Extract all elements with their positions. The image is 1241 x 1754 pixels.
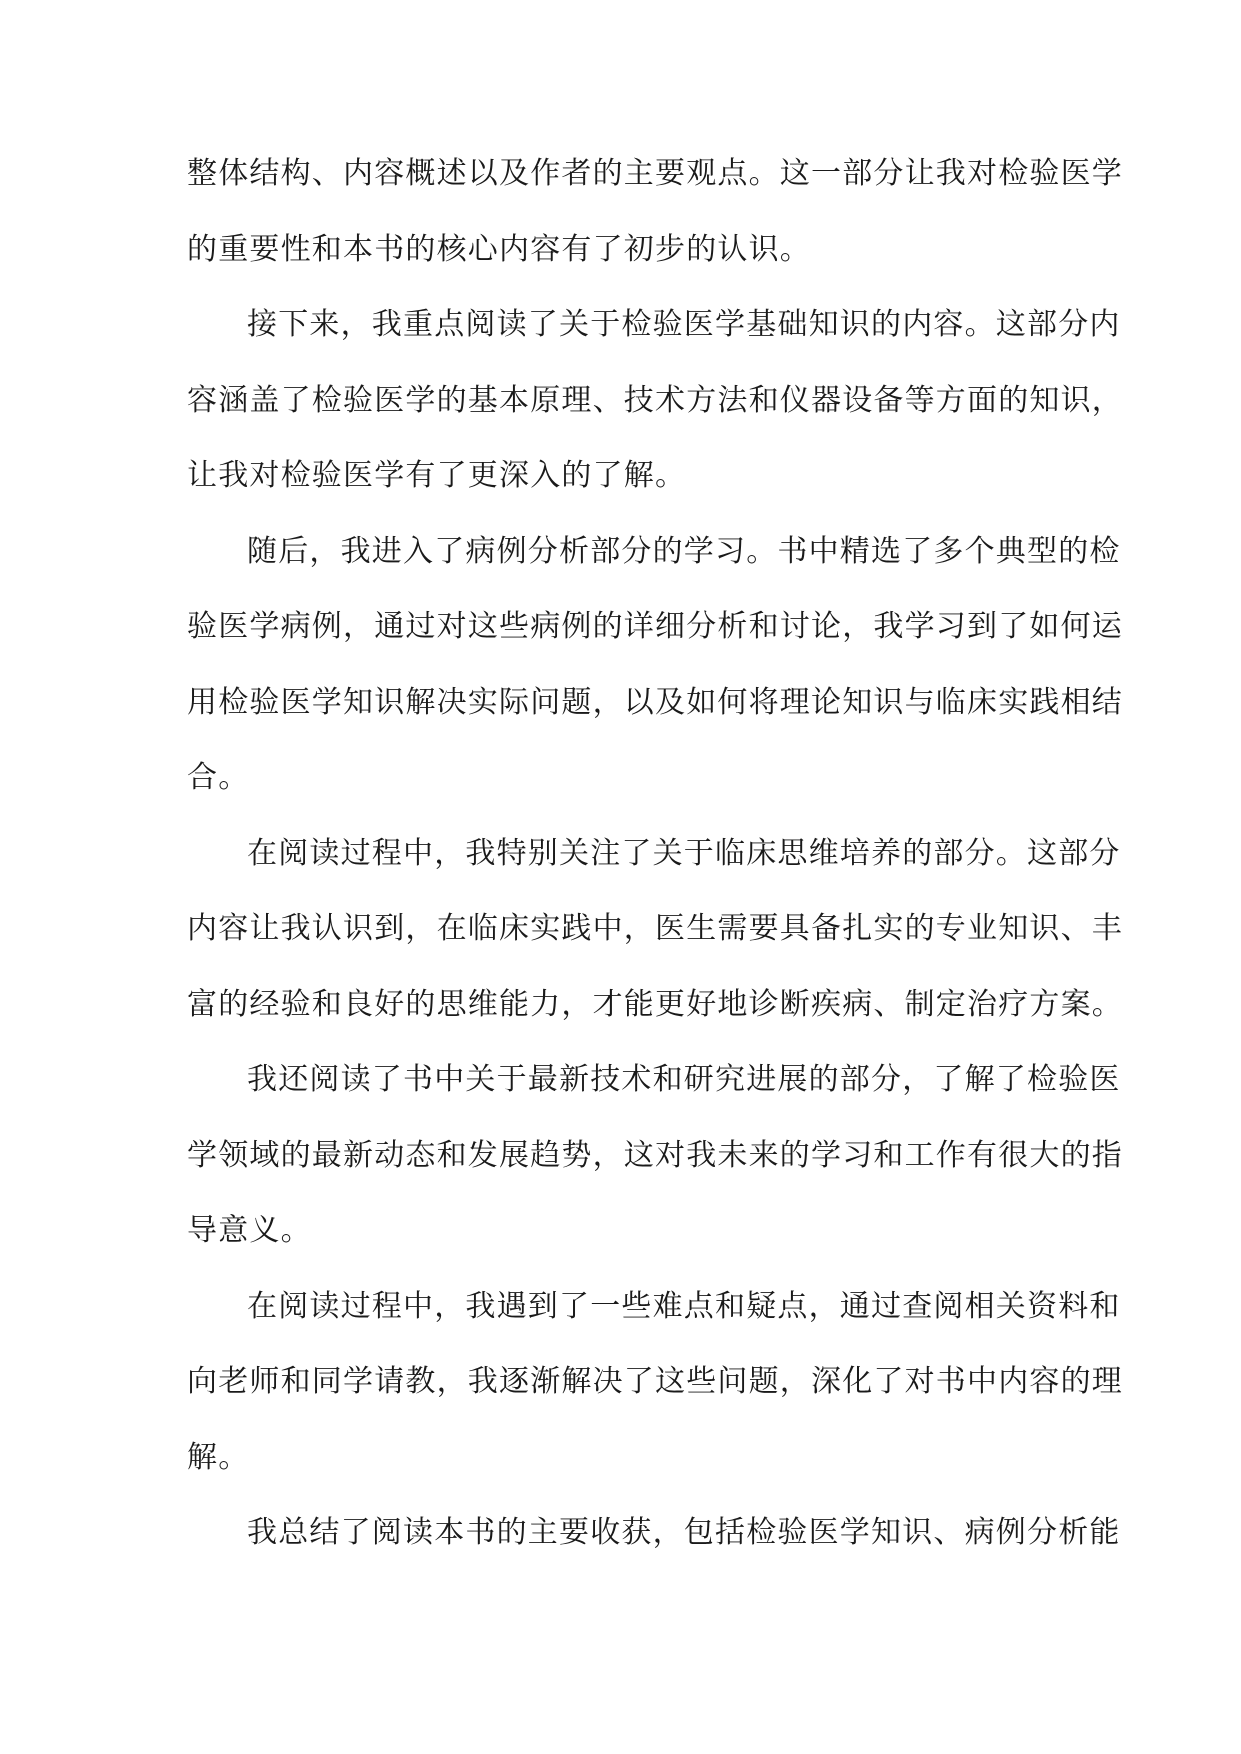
text-line: 在阅读过程中，我特别关注了关于临床思维培养的部分。这部分 [247, 835, 1121, 871]
text-line: 容涵盖了检验医学的基本原理、技术方法和仪器设备等方面的知识， [187, 382, 1123, 418]
text-line: 我还阅读了书中关于最新技术和研究进展的部分，了解了检验医 [247, 1062, 1121, 1097]
text-line: 接下来，我重点阅读了关于检验医学基础知识的内容。这部分内 [247, 307, 1121, 342]
paragraph-6 [187, 1269, 1123, 1496]
text-line: 富的经验和良好的思维能力，才能更好地诊断疾病、制定治疗方案。 [187, 986, 1123, 1022]
text-line: 随后，我进入了病例分析部分的学习。书中精选了多个典型的检 [247, 533, 1121, 569]
text-line: 我总结了阅读本书的主要收获，包括检验医学知识、病例分析能 [247, 1515, 1121, 1550]
body-text [187, 136, 1123, 1571]
text-line: 用检验医学知识解决实际问题，以及如何将理论知识与临床实践相结 [187, 684, 1123, 720]
text-line: 在阅读过程中，我遇到了一些难点和疑点，通过查阅相关资料和 [247, 1288, 1121, 1324]
text-line: 的重要性和本书的核心内容有了初步的认识。 [187, 231, 811, 267]
text-line: 合。 [187, 760, 250, 795]
text-line: 导意义。 [187, 1213, 312, 1248]
paragraph-3 [187, 514, 1123, 816]
paragraph-4 [187, 816, 1123, 1043]
text-line: 学领域的最新动态和发展趋势，这对我未来的学习和工作有很大的指 [187, 1137, 1123, 1173]
text-line: 解。 [187, 1439, 250, 1475]
text-line: 验医学病例，通过对这些病例的详细分析和讨论，我学习到了如何运 [187, 609, 1123, 644]
paragraph-1 [187, 136, 1123, 287]
paragraph-7 [187, 1495, 1121, 1571]
text-line: 让我对检验医学有了更深入的了解。 [187, 458, 687, 493]
text-line: 向老师和同学请教，我逐渐解决了这些问题，深化了对书中内容的理 [187, 1364, 1123, 1399]
text-line: 整体结构、内容概述以及作者的主要观点。这一部分让我对检验医学 [187, 156, 1123, 191]
paragraph-5 [187, 1042, 1123, 1269]
text-line: 内容让我认识到，在临床实践中，医生需要具备扎实的专业知识、丰 [187, 911, 1123, 946]
paragraph-2 [187, 287, 1123, 514]
